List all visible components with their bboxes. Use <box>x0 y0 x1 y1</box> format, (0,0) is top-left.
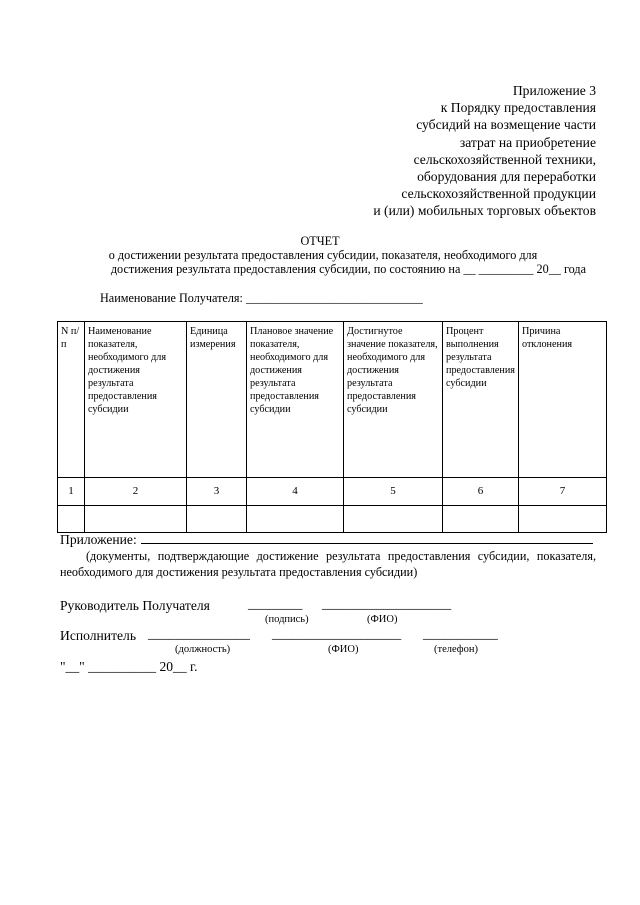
table-header-cell: N п/п <box>58 322 85 478</box>
appendix-line: сельскохозяйственной продукции <box>401 186 596 202</box>
head-signature-label: Руководитель Получателя <box>60 598 210 613</box>
date-field[interactable]: "__" __________ 20__ г. <box>60 659 198 674</box>
signature-caption: (подпись) <box>265 614 309 625</box>
report-subtitle-line2: достижения результата предоставления субсидии, по состоянию на __ _________ 20__ года <box>110 262 586 276</box>
appendix-heading <box>296 82 596 220</box>
table-cell[interactable] <box>247 506 344 533</box>
executor-phone-blank[interactable]: ___________ <box>423 626 498 641</box>
table-row <box>58 506 607 533</box>
table-header-cell: Достигнутое значение показателя, необходимого для достижения результата предоставления субсидии <box>344 322 443 478</box>
head-signature-blank[interactable]: ________ <box>248 596 303 611</box>
table-cell[interactable] <box>443 506 519 533</box>
table-cell[interactable] <box>187 506 247 533</box>
table-cell[interactable] <box>519 506 607 533</box>
table-cell: 1 <box>58 478 85 506</box>
executor-name-blank[interactable]: ___________________ <box>272 626 402 641</box>
table-cell[interactable] <box>58 506 85 533</box>
executor-position-blank[interactable]: _______________ <box>148 626 250 641</box>
table-header-cell: Причина отклонения <box>519 322 607 478</box>
appendix-line: затрат на приобретение <box>459 134 596 150</box>
appendix-line: оборудования для переработки <box>417 169 596 185</box>
phone-caption: (телефон) <box>434 644 478 655</box>
appendix-line: к Порядку предоставления <box>440 100 596 116</box>
table-cell: 6 <box>443 478 519 506</box>
head-name-blank[interactable]: ___________________ <box>322 596 452 611</box>
table-cell: 4 <box>247 478 344 506</box>
executor-fio-caption: (ФИО) <box>328 644 359 655</box>
position-caption: (должность) <box>175 644 231 655</box>
table-header-cell: Плановое значение показателя, необходимого для достижения результата предоставления субсидии <box>247 322 344 478</box>
table-header-cell: Единица измерения <box>187 322 247 478</box>
table-cell: 2 <box>85 478 187 506</box>
attachment-note: (документы, подтверждающие достижение результата предоставления субсидии, показателя, необходимого для достижения результата предоставления субсидии) <box>60 549 596 579</box>
executor-label: Исполнитель <box>60 628 137 643</box>
appendix-line: субсидий на возмещение части <box>416 117 596 133</box>
report-table <box>57 321 607 533</box>
appendix-line: и (или) мобильных торговых объектов <box>373 203 596 219</box>
fio-caption: (ФИО) <box>367 614 398 625</box>
table-cell[interactable] <box>344 506 443 533</box>
table-cell: 7 <box>519 478 607 506</box>
appendix-line: сельскохозяйственной техники, <box>413 151 596 167</box>
table-header-row <box>58 322 607 478</box>
attachment-blank-line[interactable] <box>141 531 593 544</box>
attachment-row <box>60 531 600 548</box>
appendix-line: Приложение 3 <box>512 83 596 98</box>
table-cell[interactable] <box>85 506 187 533</box>
table-cell: 5 <box>344 478 443 506</box>
report-title: ОТЧЕТ <box>300 234 340 248</box>
table-header-cell: Процент выполнения результата предоставления субсидии <box>443 322 519 478</box>
table-cell: 3 <box>187 478 247 506</box>
recipient-name-field: Наименование Получателя: _____________________________ <box>100 291 423 305</box>
report-subtitle-line1: о достижении результата предоставления субсидии, показателя, необходимого для <box>108 248 538 262</box>
table-header-cell: Наименование показателя, необходимого для достижения результата предоставления субсидии <box>85 322 187 478</box>
table-column-numbers-row <box>58 478 607 506</box>
attachment-label: Приложение: <box>60 532 137 547</box>
